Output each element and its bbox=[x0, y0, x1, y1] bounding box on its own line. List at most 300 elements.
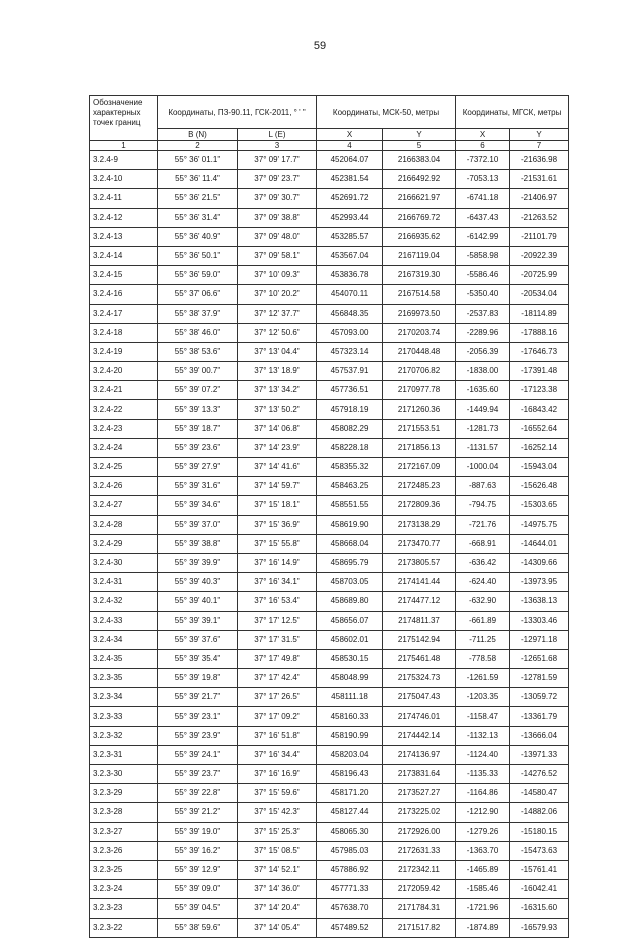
mgsk-y-cell: -12971.18 bbox=[510, 630, 569, 649]
point-id-cell: 3.2.4-10 bbox=[90, 170, 158, 189]
msk-y-cell: 2174811.37 bbox=[383, 611, 456, 630]
mgsk-y-cell: -15303.65 bbox=[510, 496, 569, 515]
point-id-cell: 3.2.3-30 bbox=[90, 765, 158, 784]
point-id-cell: 3.2.4-20 bbox=[90, 362, 158, 381]
point-id-cell: 3.2.4-22 bbox=[90, 400, 158, 419]
table-row bbox=[90, 285, 569, 304]
latitude-b-cell: 55° 38' 59.6" bbox=[158, 918, 238, 937]
mgsk-y-cell: -17123.38 bbox=[510, 381, 569, 400]
mgsk-y-cell: -12781.59 bbox=[510, 669, 569, 688]
latitude-b-cell: 55° 39' 35.4" bbox=[158, 649, 238, 668]
longitude-l-cell: 37° 14' 05.4" bbox=[238, 918, 317, 937]
msk-x-cell: 458127.44 bbox=[317, 803, 383, 822]
mgsk-y-cell: -14644.01 bbox=[510, 534, 569, 553]
table-row bbox=[90, 323, 569, 342]
table-row bbox=[90, 669, 569, 688]
mgsk-y-cell: -16042.41 bbox=[510, 880, 569, 899]
mgsk-x-cell: -5350.40 bbox=[456, 285, 510, 304]
table-row bbox=[90, 918, 569, 937]
table-row bbox=[90, 170, 569, 189]
longitude-l-cell: 37° 09' 30.7" bbox=[238, 189, 317, 208]
msk-y-cell: 2173805.57 bbox=[383, 553, 456, 572]
msk-y-cell: 2167119.04 bbox=[383, 246, 456, 265]
column-number: 1 bbox=[90, 141, 158, 151]
msk-y-cell: 2167514.58 bbox=[383, 285, 456, 304]
longitude-l-cell: 37° 13' 18.9" bbox=[238, 362, 317, 381]
msk-y-cell: 2175142.94 bbox=[383, 630, 456, 649]
msk-x-cell: 458228.18 bbox=[317, 438, 383, 457]
table-row bbox=[90, 899, 569, 918]
latitude-b-cell: 55° 39' 04.5" bbox=[158, 899, 238, 918]
msk-x-cell: 458160.33 bbox=[317, 707, 383, 726]
mgsk-x-cell: -794.75 bbox=[456, 496, 510, 515]
mgsk-y-cell: -15943.04 bbox=[510, 458, 569, 477]
table-row bbox=[90, 592, 569, 611]
msk-x-cell: 458619.90 bbox=[317, 515, 383, 534]
msk-x-cell: 457323.14 bbox=[317, 342, 383, 361]
point-id-cell: 3.2.3-24 bbox=[90, 880, 158, 899]
longitude-l-cell: 37° 14' 20.4" bbox=[238, 899, 317, 918]
table-row bbox=[90, 246, 569, 265]
latitude-b-cell: 55° 39' 19.8" bbox=[158, 669, 238, 688]
mgsk-x-cell: -6741.18 bbox=[456, 189, 510, 208]
sub-header-msk-y: Y bbox=[383, 129, 456, 141]
point-id-cell: 3.2.4-28 bbox=[90, 515, 158, 534]
msk-x-cell: 458048.99 bbox=[317, 669, 383, 688]
latitude-b-cell: 55° 36' 11.4" bbox=[158, 170, 238, 189]
mgsk-x-cell: -887.63 bbox=[456, 477, 510, 496]
longitude-l-cell: 37° 17' 12.5" bbox=[238, 611, 317, 630]
mgsk-x-cell: -636.42 bbox=[456, 553, 510, 572]
msk-x-cell: 458530.15 bbox=[317, 649, 383, 668]
latitude-b-cell: 55° 36' 01.1" bbox=[158, 151, 238, 170]
msk-y-cell: 2175324.73 bbox=[383, 669, 456, 688]
msk-y-cell: 2172485.23 bbox=[383, 477, 456, 496]
longitude-l-cell: 37° 09' 38.8" bbox=[238, 208, 317, 227]
msk-x-cell: 457489.52 bbox=[317, 918, 383, 937]
table-row bbox=[90, 688, 569, 707]
sub-header-l: L (E) bbox=[238, 129, 317, 141]
msk-y-cell: 2172167.09 bbox=[383, 458, 456, 477]
msk-x-cell: 457537.91 bbox=[317, 362, 383, 381]
msk-y-cell: 2171517.82 bbox=[383, 918, 456, 937]
msk-y-cell: 2174136.97 bbox=[383, 745, 456, 764]
longitude-l-cell: 37° 15' 25.3" bbox=[238, 822, 317, 841]
longitude-l-cell: 37° 10' 20.2" bbox=[238, 285, 317, 304]
mgsk-y-cell: -13666.04 bbox=[510, 726, 569, 745]
longitude-l-cell: 37° 15' 36.9" bbox=[238, 515, 317, 534]
longitude-l-cell: 37° 14' 23.9" bbox=[238, 438, 317, 457]
point-id-cell: 3.2.4-18 bbox=[90, 323, 158, 342]
latitude-b-cell: 55° 39' 09.0" bbox=[158, 880, 238, 899]
column-number: 2 bbox=[158, 141, 238, 151]
mgsk-x-cell: -1721.96 bbox=[456, 899, 510, 918]
column-number: 6 bbox=[456, 141, 510, 151]
mgsk-y-cell: -16315.60 bbox=[510, 899, 569, 918]
mgsk-y-cell: -14276.52 bbox=[510, 765, 569, 784]
table-row bbox=[90, 707, 569, 726]
msk-coordinates-header: Координаты, МСК-50, метры bbox=[317, 96, 456, 129]
longitude-l-cell: 37° 16' 51.8" bbox=[238, 726, 317, 745]
table-row bbox=[90, 765, 569, 784]
table-row bbox=[90, 266, 569, 285]
mgsk-x-cell: -711.25 bbox=[456, 630, 510, 649]
mgsk-x-cell: -1164.86 bbox=[456, 784, 510, 803]
point-id-cell: 3.2.3-23 bbox=[90, 899, 158, 918]
longitude-l-cell: 37° 17' 31.5" bbox=[238, 630, 317, 649]
mgsk-x-cell: -1000.04 bbox=[456, 458, 510, 477]
latitude-b-cell: 55° 39' 38.8" bbox=[158, 534, 238, 553]
msk-x-cell: 458656.07 bbox=[317, 611, 383, 630]
msk-x-cell: 452993.44 bbox=[317, 208, 383, 227]
msk-x-cell: 458065.30 bbox=[317, 822, 383, 841]
point-id-cell: 3.2.3-26 bbox=[90, 841, 158, 860]
page-number: 59 bbox=[313, 40, 327, 52]
msk-x-cell: 457638.70 bbox=[317, 899, 383, 918]
point-id-cell: 3.2.4-13 bbox=[90, 227, 158, 246]
mgsk-y-cell: -13638.13 bbox=[510, 592, 569, 611]
latitude-b-cell: 55° 38' 46.0" bbox=[158, 323, 238, 342]
msk-y-cell: 2172059.42 bbox=[383, 880, 456, 899]
longitude-l-cell: 37° 15' 59.6" bbox=[238, 784, 317, 803]
latitude-b-cell: 55° 39' 23.9" bbox=[158, 726, 238, 745]
table-row bbox=[90, 841, 569, 860]
msk-x-cell: 458689.80 bbox=[317, 592, 383, 611]
mgsk-x-cell: -6437.43 bbox=[456, 208, 510, 227]
msk-y-cell: 2166492.92 bbox=[383, 170, 456, 189]
latitude-b-cell: 55° 39' 24.1" bbox=[158, 745, 238, 764]
table-row bbox=[90, 381, 569, 400]
latitude-b-cell: 55° 39' 34.6" bbox=[158, 496, 238, 515]
point-id-cell: 3.2.4-23 bbox=[90, 419, 158, 438]
table-row bbox=[90, 496, 569, 515]
point-id-cell: 3.2.4-12 bbox=[90, 208, 158, 227]
mgsk-x-cell: -632.90 bbox=[456, 592, 510, 611]
point-id-cell: 3.2.3-28 bbox=[90, 803, 158, 822]
point-id-cell: 3.2.3-35 bbox=[90, 669, 158, 688]
msk-x-cell: 452381.54 bbox=[317, 170, 383, 189]
mgsk-x-cell: -1212.90 bbox=[456, 803, 510, 822]
longitude-l-cell: 37° 13' 04.4" bbox=[238, 342, 317, 361]
latitude-b-cell: 55° 39' 07.2" bbox=[158, 381, 238, 400]
column-number: 7 bbox=[510, 141, 569, 151]
point-id-cell: 3.2.4-26 bbox=[90, 477, 158, 496]
latitude-b-cell: 55° 36' 50.1" bbox=[158, 246, 238, 265]
latitude-b-cell: 55° 39' 12.9" bbox=[158, 860, 238, 879]
mgsk-y-cell: -21636.98 bbox=[510, 151, 569, 170]
latitude-b-cell: 55° 39' 19.0" bbox=[158, 822, 238, 841]
table-row bbox=[90, 611, 569, 630]
mgsk-y-cell: -17646.73 bbox=[510, 342, 569, 361]
mgsk-x-cell: -6142.99 bbox=[456, 227, 510, 246]
point-id-cell: 3.2.4-35 bbox=[90, 649, 158, 668]
table-row bbox=[90, 438, 569, 457]
msk-y-cell: 2172631.33 bbox=[383, 841, 456, 860]
latitude-b-cell: 55° 39' 27.9" bbox=[158, 458, 238, 477]
msk-x-cell: 457886.92 bbox=[317, 860, 383, 879]
msk-x-cell: 457771.33 bbox=[317, 880, 383, 899]
longitude-l-cell: 37° 14' 36.0" bbox=[238, 880, 317, 899]
mgsk-y-cell: -21531.61 bbox=[510, 170, 569, 189]
longitude-l-cell: 37° 16' 34.1" bbox=[238, 573, 317, 592]
mgsk-x-cell: -2537.83 bbox=[456, 304, 510, 323]
mgsk-y-cell: -21406.97 bbox=[510, 189, 569, 208]
msk-y-cell: 2166769.72 bbox=[383, 208, 456, 227]
point-id-cell: 3.2.4-24 bbox=[90, 438, 158, 457]
mgsk-y-cell: -20534.04 bbox=[510, 285, 569, 304]
point-id-cell: 3.2.4-25 bbox=[90, 458, 158, 477]
longitude-l-cell: 37° 14' 52.1" bbox=[238, 860, 317, 879]
latitude-b-cell: 55° 39' 21.7" bbox=[158, 688, 238, 707]
msk-y-cell: 2171784.31 bbox=[383, 899, 456, 918]
longitude-l-cell: 37° 10' 09.3" bbox=[238, 266, 317, 285]
point-id-cell: 3.2.4-9 bbox=[90, 151, 158, 170]
msk-y-cell: 2172926.00 bbox=[383, 822, 456, 841]
mgsk-y-cell: -15761.41 bbox=[510, 860, 569, 879]
mgsk-y-cell: -21101.79 bbox=[510, 227, 569, 246]
msk-y-cell: 2174477.12 bbox=[383, 592, 456, 611]
mgsk-y-cell: -13361.79 bbox=[510, 707, 569, 726]
longitude-l-cell: 37° 09' 48.0" bbox=[238, 227, 317, 246]
msk-x-cell: 458203.04 bbox=[317, 745, 383, 764]
mgsk-x-cell: -7372.10 bbox=[456, 151, 510, 170]
latitude-b-cell: 55° 36' 59.0" bbox=[158, 266, 238, 285]
table-row bbox=[90, 726, 569, 745]
longitude-l-cell: 37° 15' 42.3" bbox=[238, 803, 317, 822]
msk-y-cell: 2173470.77 bbox=[383, 534, 456, 553]
table-row bbox=[90, 342, 569, 361]
longitude-l-cell: 37° 17' 09.2" bbox=[238, 707, 317, 726]
mgsk-x-cell: -668.91 bbox=[456, 534, 510, 553]
msk-x-cell: 457736.51 bbox=[317, 381, 383, 400]
point-designation-header: Обозначение характерных точек границ bbox=[90, 96, 158, 141]
longitude-l-cell: 37° 16' 16.9" bbox=[238, 765, 317, 784]
table-row bbox=[90, 803, 569, 822]
msk-y-cell: 2172342.11 bbox=[383, 860, 456, 879]
point-id-cell: 3.2.4-11 bbox=[90, 189, 158, 208]
mgsk-x-cell: -1838.00 bbox=[456, 362, 510, 381]
msk-x-cell: 458196.43 bbox=[317, 765, 383, 784]
table-row bbox=[90, 362, 569, 381]
point-id-cell: 3.2.4-30 bbox=[90, 553, 158, 572]
mgsk-x-cell: -1203.35 bbox=[456, 688, 510, 707]
table-row bbox=[90, 534, 569, 553]
msk-x-cell: 454070.11 bbox=[317, 285, 383, 304]
mgsk-x-cell: -721.76 bbox=[456, 515, 510, 534]
latitude-b-cell: 55° 36' 31.4" bbox=[158, 208, 238, 227]
mgsk-x-cell: -778.58 bbox=[456, 649, 510, 668]
mgsk-y-cell: -14580.47 bbox=[510, 784, 569, 803]
msk-y-cell: 2173138.29 bbox=[383, 515, 456, 534]
latitude-b-cell: 55° 36' 21.5" bbox=[158, 189, 238, 208]
table-row bbox=[90, 649, 569, 668]
msk-y-cell: 2170203.74 bbox=[383, 323, 456, 342]
latitude-b-cell: 55° 39' 16.2" bbox=[158, 841, 238, 860]
msk-y-cell: 2175461.48 bbox=[383, 649, 456, 668]
msk-y-cell: 2174746.01 bbox=[383, 707, 456, 726]
column-number: 4 bbox=[317, 141, 383, 151]
mgsk-y-cell: -13059.72 bbox=[510, 688, 569, 707]
longitude-l-cell: 37° 17' 49.8" bbox=[238, 649, 317, 668]
longitude-l-cell: 37° 14' 41.6" bbox=[238, 458, 317, 477]
msk-y-cell: 2170977.78 bbox=[383, 381, 456, 400]
point-id-cell: 3.2.3-32 bbox=[90, 726, 158, 745]
table-row bbox=[90, 227, 569, 246]
mgsk-x-cell: -1585.46 bbox=[456, 880, 510, 899]
sub-header-msk-x: X bbox=[317, 129, 383, 141]
latitude-b-cell: 55° 36' 40.9" bbox=[158, 227, 238, 246]
mgsk-x-cell: -2289.96 bbox=[456, 323, 510, 342]
msk-y-cell: 2166621.97 bbox=[383, 189, 456, 208]
msk-x-cell: 458703.05 bbox=[317, 573, 383, 592]
msk-x-cell: 453567.04 bbox=[317, 246, 383, 265]
msk-y-cell: 2173527.27 bbox=[383, 784, 456, 803]
msk-x-cell: 458602.01 bbox=[317, 630, 383, 649]
msk-y-cell: 2173831.64 bbox=[383, 765, 456, 784]
msk-y-cell: 2172809.36 bbox=[383, 496, 456, 515]
longitude-l-cell: 37° 17' 42.4" bbox=[238, 669, 317, 688]
msk-x-cell: 457093.00 bbox=[317, 323, 383, 342]
table-row bbox=[90, 477, 569, 496]
mgsk-x-cell: -1158.47 bbox=[456, 707, 510, 726]
msk-x-cell: 458695.79 bbox=[317, 553, 383, 572]
table-row bbox=[90, 208, 569, 227]
mgsk-y-cell: -15626.48 bbox=[510, 477, 569, 496]
mgsk-x-cell: -2056.39 bbox=[456, 342, 510, 361]
longitude-l-cell: 37° 13' 34.2" bbox=[238, 381, 317, 400]
point-id-cell: 3.2.3-33 bbox=[90, 707, 158, 726]
latitude-b-cell: 55° 39' 23.7" bbox=[158, 765, 238, 784]
table-row bbox=[90, 304, 569, 323]
table-row bbox=[90, 880, 569, 899]
latitude-b-cell: 55° 37' 06.6" bbox=[158, 285, 238, 304]
longitude-l-cell: 37° 16' 14.9" bbox=[238, 553, 317, 572]
msk-x-cell: 458190.99 bbox=[317, 726, 383, 745]
point-id-cell: 3.2.4-34 bbox=[90, 630, 158, 649]
msk-y-cell: 2167319.30 bbox=[383, 266, 456, 285]
latitude-b-cell: 55° 39' 00.7" bbox=[158, 362, 238, 381]
latitude-b-cell: 55° 38' 37.9" bbox=[158, 304, 238, 323]
mgsk-x-cell: -1135.33 bbox=[456, 765, 510, 784]
mgsk-y-cell: -13971.33 bbox=[510, 745, 569, 764]
mgsk-x-cell: -5586.46 bbox=[456, 266, 510, 285]
point-id-cell: 3.2.4-19 bbox=[90, 342, 158, 361]
mgsk-y-cell: -14882.06 bbox=[510, 803, 569, 822]
mgsk-y-cell: -20922.39 bbox=[510, 246, 569, 265]
table-row bbox=[90, 784, 569, 803]
table-body bbox=[90, 151, 569, 938]
msk-y-cell: 2171553.51 bbox=[383, 419, 456, 438]
msk-x-cell: 458082.29 bbox=[317, 419, 383, 438]
mgsk-y-cell: -17391.48 bbox=[510, 362, 569, 381]
point-id-cell: 3.2.3-25 bbox=[90, 860, 158, 879]
msk-x-cell: 458355.32 bbox=[317, 458, 383, 477]
table-row bbox=[90, 553, 569, 572]
mgsk-x-cell: -1132.13 bbox=[456, 726, 510, 745]
latitude-b-cell: 55° 39' 39.9" bbox=[158, 553, 238, 572]
longitude-l-cell: 37° 16' 34.4" bbox=[238, 745, 317, 764]
mgsk-y-cell: -17888.16 bbox=[510, 323, 569, 342]
pz-coordinates-header: Координаты, ПЗ-90.11, ГСК-2011, ° ' " bbox=[158, 96, 317, 129]
longitude-l-cell: 37° 12' 37.7" bbox=[238, 304, 317, 323]
longitude-l-cell: 37° 13' 50.2" bbox=[238, 400, 317, 419]
mgsk-x-cell: -7053.13 bbox=[456, 170, 510, 189]
mgsk-x-cell: -1465.89 bbox=[456, 860, 510, 879]
mgsk-x-cell: -1449.94 bbox=[456, 400, 510, 419]
latitude-b-cell: 55° 39' 23.1" bbox=[158, 707, 238, 726]
msk-x-cell: 458111.18 bbox=[317, 688, 383, 707]
point-id-cell: 3.2.3-31 bbox=[90, 745, 158, 764]
msk-y-cell: 2174442.14 bbox=[383, 726, 456, 745]
msk-y-cell: 2171260.36 bbox=[383, 400, 456, 419]
longitude-l-cell: 37° 15' 55.8" bbox=[238, 534, 317, 553]
latitude-b-cell: 55° 39' 37.6" bbox=[158, 630, 238, 649]
table-row bbox=[90, 151, 569, 170]
msk-x-cell: 458551.55 bbox=[317, 496, 383, 515]
longitude-l-cell: 37° 15' 18.1" bbox=[238, 496, 317, 515]
point-id-cell: 3.2.3-29 bbox=[90, 784, 158, 803]
mgsk-y-cell: -13303.46 bbox=[510, 611, 569, 630]
point-id-cell: 3.2.4-27 bbox=[90, 496, 158, 515]
point-id-cell: 3.2.3-34 bbox=[90, 688, 158, 707]
column-number: 3 bbox=[238, 141, 317, 151]
msk-x-cell: 458171.20 bbox=[317, 784, 383, 803]
latitude-b-cell: 55° 39' 13.3" bbox=[158, 400, 238, 419]
mgsk-x-cell: -1635.60 bbox=[456, 381, 510, 400]
sub-header-b: B (N) bbox=[158, 129, 238, 141]
msk-x-cell: 452691.72 bbox=[317, 189, 383, 208]
table-row bbox=[90, 860, 569, 879]
msk-y-cell: 2170448.48 bbox=[383, 342, 456, 361]
longitude-l-cell: 37° 12' 50.6" bbox=[238, 323, 317, 342]
table-row bbox=[90, 458, 569, 477]
msk-y-cell: 2166935.62 bbox=[383, 227, 456, 246]
mgsk-x-cell: -1363.70 bbox=[456, 841, 510, 860]
mgsk-x-cell: -1874.89 bbox=[456, 918, 510, 937]
table-row bbox=[90, 573, 569, 592]
msk-y-cell: 2166383.04 bbox=[383, 151, 456, 170]
mgsk-y-cell: -12651.68 bbox=[510, 649, 569, 668]
msk-y-cell: 2174141.44 bbox=[383, 573, 456, 592]
mgsk-x-cell: -1261.59 bbox=[456, 669, 510, 688]
point-id-cell: 3.2.4-31 bbox=[90, 573, 158, 592]
latitude-b-cell: 55° 39' 23.6" bbox=[158, 438, 238, 457]
mgsk-y-cell: -15473.63 bbox=[510, 841, 569, 860]
mgsk-y-cell: -16843.42 bbox=[510, 400, 569, 419]
point-id-cell: 3.2.4-14 bbox=[90, 246, 158, 265]
column-number: 5 bbox=[383, 141, 456, 151]
table-row bbox=[90, 822, 569, 841]
msk-y-cell: 2169973.50 bbox=[383, 304, 456, 323]
point-id-cell: 3.2.4-33 bbox=[90, 611, 158, 630]
msk-x-cell: 453285.57 bbox=[317, 227, 383, 246]
longitude-l-cell: 37° 09' 58.1" bbox=[238, 246, 317, 265]
msk-y-cell: 2171856.13 bbox=[383, 438, 456, 457]
sub-header-mgsk-y: Y bbox=[510, 129, 569, 141]
sub-header-mgsk-x: X bbox=[456, 129, 510, 141]
mgsk-x-cell: -5858.98 bbox=[456, 246, 510, 265]
table-row bbox=[90, 400, 569, 419]
latitude-b-cell: 55° 39' 18.7" bbox=[158, 419, 238, 438]
longitude-l-cell: 37° 09' 23.7" bbox=[238, 170, 317, 189]
latitude-b-cell: 55° 39' 39.1" bbox=[158, 611, 238, 630]
mgsk-x-cell: -1124.40 bbox=[456, 745, 510, 764]
mgsk-y-cell: -20725.99 bbox=[510, 266, 569, 285]
mgsk-y-cell: -18114.89 bbox=[510, 304, 569, 323]
msk-x-cell: 456848.35 bbox=[317, 304, 383, 323]
latitude-b-cell: 55° 39' 21.2" bbox=[158, 803, 238, 822]
mgsk-x-cell: -661.89 bbox=[456, 611, 510, 630]
